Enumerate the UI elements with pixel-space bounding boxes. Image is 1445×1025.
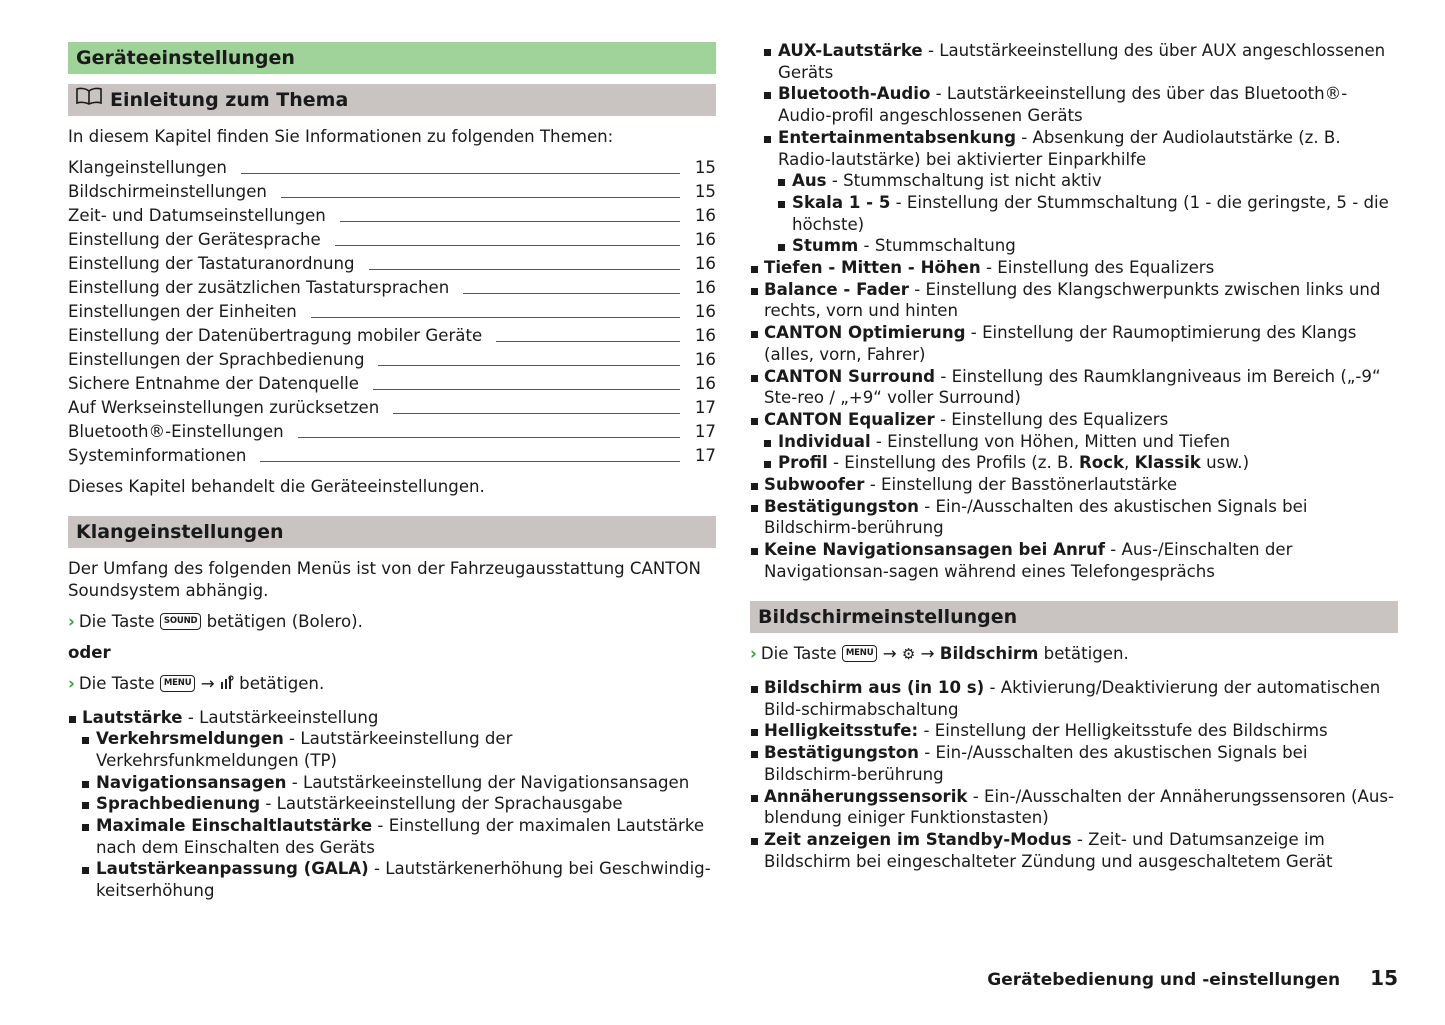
list-item: Annäherungssensorik - Ein-/Ausschalten der Annäherungssensoren (Aus-blendung einiger Funktionstasten) [750,786,1398,829]
toc-entry[interactable] [68,420,716,444]
list-item: Stumm - Stummschaltung [764,235,1398,257]
list-item: Keine Navigationsansagen bei Anruf - Aus-/Einschalten der Navigationsan-sagen während eines Telefongesprächs [750,539,1398,582]
screen-action [750,643,1398,666]
list-item: CANTON Surround - Einstellung des Raumklangniveaus im Bereich („-9“ Ste-reo / „+9“ voller Surround) [750,366,1398,409]
toc-list [68,156,716,468]
intro-header [68,84,716,116]
toc-entry[interactable] [68,348,716,372]
toc-leader [369,268,680,270]
entertainment-sub-list [750,170,1398,257]
toc-leader [393,412,680,414]
toc-title: Sichere Entnahme der Datenquelle [68,374,359,393]
footer-chapter: Gerätebedienung und -einstellungen [987,970,1341,990]
toc-page: 16 [694,206,716,225]
action-text: Die Taste [760,643,837,663]
toc-page: 15 [694,182,716,201]
toc-leader [335,244,680,246]
volume-sub-list-cont [750,40,1398,170]
toc-title: Systeminformationen [68,446,247,465]
list-item: Subwoofer - Einstellung der Basstönerlautstärke [750,474,1398,496]
intro-text: In diesem Kapitel finden Sie Informationen zu folgenden Themen: [68,127,614,146]
toc-page: 16 [694,374,716,393]
list-item: Aus - Stummschaltung ist nicht aktiv [764,170,1398,192]
menu-key-icon: MENU [160,675,195,692]
list-item: AUX-Lautstärke - Lautstärkeeinstellung des über AUX angeschlossenen Geräts [750,40,1398,83]
toc-entry[interactable] [68,204,716,228]
list-item: Bluetooth-Audio - Lautstärkeeinstellung des über das Bluetooth®-Audio-profil angeschlossenen Geräts [750,83,1398,126]
list-item: Balance - Fader - Einstellung des Klangschwerpunkts zwischen links und rechts, vorn und hinten [750,279,1398,322]
toc-leader [311,316,680,318]
toc-leader [281,196,680,198]
toc-title: Bildschirmeinstellungen [68,182,267,201]
toc-page: 16 [694,350,716,369]
toc-page: 16 [694,302,716,321]
volume-list [68,707,716,729]
toc-leader [378,364,680,366]
toc-title: Auf Werkseinstellungen zurücksetzen [68,398,380,417]
section-title: Geräteeinstellungen [68,42,716,74]
profil-list [750,452,1398,474]
sound-key-icon: SOUND [160,613,201,630]
toc-page: 15 [694,158,716,177]
toc-title: Einstellung der Gerätesprache [68,230,321,249]
toc-title: Einstellung der Tastaturanordnung [68,254,355,273]
toc-entry[interactable] [68,396,716,420]
menu-key-icon: MENU [842,645,877,662]
toc-leader [260,460,680,462]
toc-title: Einstellungen der Einheiten [68,302,297,321]
toc-page: 16 [694,254,716,273]
arrow-icon: › [68,674,75,693]
list-item: CANTON Optimierung - Einstellung der Raumoptimierung des Klangs (alles, vorn, Fahrer) [750,322,1398,365]
action-text: betätigen. [239,674,325,693]
screen-items-list [750,677,1398,872]
right-arrow-icon: → [920,643,935,663]
toc-page: 16 [694,230,716,249]
right-arrow-icon: → [882,643,897,663]
arrow-icon: › [750,643,757,663]
toc-title: Zeit- und Datumseinstellungen [68,206,326,225]
list-item: Verkehrsmeldungen - Lautstärkeeinstellung der Verkehrsfunkmeldungen (TP) [68,728,716,771]
list-item: Lautstärke - Lautstärkeeinstellung [68,707,716,729]
toc-page: 16 [694,326,716,345]
sound-items-list-2 [750,474,1398,583]
sound-items-list [750,257,1398,431]
toc-leader [463,292,680,294]
screen-header: Bildschirmeinstellungen [750,601,1398,633]
action-text: betätigen (Bolero). [206,612,363,631]
toc-entry[interactable] [68,276,716,300]
toc-leader [496,340,680,342]
toc-entry[interactable] [68,300,716,324]
sound-text: Der Umfang des folgenden Menüs ist von der Fahrzeugausstattung CANTON Soundsystem abhängig. [68,559,701,600]
chapter-text: Dieses Kapitel behandelt die Geräteeinstellungen. [68,477,485,496]
list-item: Tiefen - Mitten - Höhen - Einstellung des Equalizers [750,257,1398,279]
toc-leader [340,220,680,222]
toc-entry[interactable] [68,324,716,348]
eq-sub-list [750,431,1398,453]
list-item: Entertainmentabsenkung - Absenkung der Audiolautstärke (z. B. Radio-lautstärke) bei aktivierter Einparkhilfe [750,127,1398,170]
toc-title: Bluetooth®-Einstellungen [68,422,284,441]
list-item: Individual - Einstellung von Höhen, Mitten und Tiefen [750,431,1398,453]
list-item: Bestätigungston - Ein-/Ausschalten des akustischen Signals bei Bildschirm-berührung [750,742,1398,785]
list-item: Lautstärkeanpassung (GALA) - Lautstärkenerhöhung bei Geschwindig-keitserhöhung [68,858,716,901]
toc-entry[interactable] [68,156,716,180]
gear-icon: ⚙ [901,645,916,664]
sound-action-1 [68,611,716,633]
list-item: Maximale Einschaltlautstärke - Einstellung der maximalen Lautstärke nach dem Einschalten des Geräts [68,815,716,858]
book-icon [76,83,102,115]
toc-entry[interactable] [68,252,716,276]
sound-header: Klangeinstellungen [68,516,716,548]
page-number: 15 [1370,966,1398,990]
list-item: Sprachbedienung - Lautstärkeeinstellung der Sprachausgabe [68,793,716,815]
page-footer [987,966,1398,990]
action-text: Die Taste [78,674,155,693]
left-column [68,42,716,902]
list-item: CANTON Equalizer - Einstellung des Equalizers [750,409,1398,431]
arrow-icon: › [68,612,75,631]
toc-page: 17 [694,398,716,417]
toc-title: Einstellungen der Sprachbedienung [68,350,365,369]
right-arrow-icon: → [200,674,215,693]
list-item: Navigationsansagen - Lautstärkeeinstellung der Navigationsansagen [68,772,716,794]
intro-title: Einleitung zum Thema [110,89,349,111]
action-text: Die Taste [78,612,155,631]
list-item: Profil - Einstellung des Profils (z. B. Rock, Klassik usw.) [750,452,1398,474]
toc-entry[interactable] [68,180,716,204]
action-text: betätigen. [1043,643,1129,663]
list-item: Zeit anzeigen im Standby-Modus - Zeit- und Datumsanzeige im Bildschirm bei eingeschalteter Zündung und ausgeschaltetem Gerät [750,829,1398,872]
sound-settings-icon [220,674,234,696]
right-column [750,40,1398,872]
toc-title: Klangeinstellungen [68,158,227,177]
sound-action-2 [68,673,716,696]
toc-leader [298,436,680,438]
action-target: Bildschirm [939,643,1039,663]
toc-page: 16 [694,278,716,297]
toc-entry[interactable] [68,444,716,468]
volume-sub-list [68,728,716,902]
oder-text: oder [68,643,111,662]
toc-leader [241,172,680,174]
list-item: Skala 1 - 5 - Einstellung der Stummschaltung (1 - die geringste, 5 - die höchste) [764,192,1398,235]
toc-leader [373,388,680,390]
toc-page: 17 [694,446,716,465]
toc-entry[interactable] [68,372,716,396]
list-item: Helligkeitsstufe: - Einstellung der Helligkeitsstufe des Bildschirms [750,720,1398,742]
toc-entry[interactable] [68,228,716,252]
toc-page: 17 [694,422,716,441]
list-item: Bestätigungston - Ein-/Ausschalten des akustischen Signals bei Bildschirm-berührung [750,496,1398,539]
list-item: Bildschirm aus (in 10 s) - Aktivierung/Deaktivierung der automatischen Bild-schirmabschaltung [750,677,1398,720]
toc-title: Einstellung der Datenübertragung mobiler Geräte [68,326,483,345]
toc-title: Einstellung der zusätzlichen Tastatursprachen [68,278,450,297]
